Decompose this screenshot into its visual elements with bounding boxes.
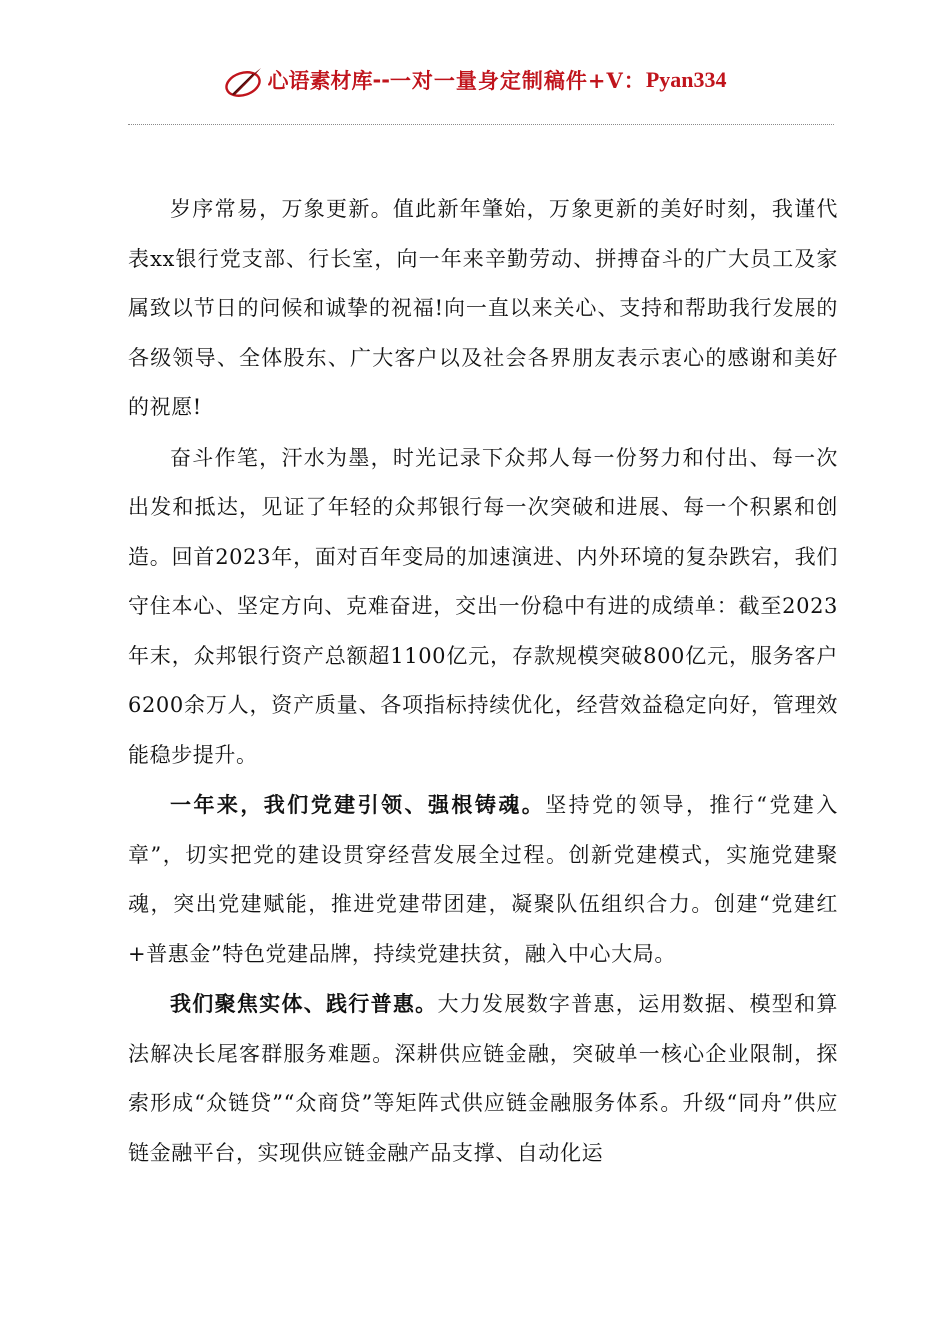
header-separator: -- (372, 68, 390, 92)
paragraph-text: 奋斗作笔，汗水为墨，时光记录下众邦人每一份努力和付出、每一次出发和抵达，见证了年轻的众邦银行每一次突破和进展、每一个积累和创造。回首2023年，面对百年变局的加速演进、内外环境的复杂跌宕，我们守住本心、坚定方向、克难奋进，交出一份稳中有进的成绩单：截至2023年末，众邦银行资产总额超1100亿元，存款规模突破800亿元，服务客户6200余万人，资产质量、各项指标持续优化，经营效益稳定向好，管理效能稳步提升。 (128, 445, 838, 767)
paragraph-text: 大力发展数字普惠，运用数据、模型和算法解决长尾客群服务难题。深耕供应链金融，突破单一核心企业限制，探索形成“众链贷”“众商贷”等矩阵式供应链金融服务体系。升级“同舟”供应链金融平台，实现供应链金融产品支撑、自动化运 (128, 992, 838, 1165)
paragraph-text: 岁序常易，万象更新。值此新年肇始，万象更新的美好时刻，我谨代表xx银行党支部、行长室，向一年来辛勤劳动、拼搏奋斗的广大员工及家属致以节日的问候和诚挚的祝福!向一直以来关心、支持和帮助我行发展的各级领导、全体股东、广大客户以及社会各界朋友表示衷心的感谢和美好的祝愿! (128, 197, 838, 419)
brand-name: 心语素材库 (267, 69, 373, 93)
paragraph-lead: 我们聚焦实体、践行普惠。 (170, 991, 438, 1016)
header-divider (128, 124, 834, 125)
paragraph (128, 979, 838, 1178)
feather-pen-logo-icon (223, 65, 265, 99)
paragraph (128, 433, 838, 781)
document-body (128, 184, 838, 1178)
paragraph-text: 坚持党的领导，推行“党建入章”，切实把党的建设贯穿经营发展全过程。创新党建模式，实施党建聚魂，突出党建赋能，推进党建带团建，凝聚队伍组织合力。创建“党建红+普惠金”特色党建品牌，持续党建扶贫，融入中心大局。 (128, 793, 838, 966)
paragraph (128, 184, 838, 433)
paragraph-lead: 一年来，我们党建引领、强根铸魂。 (170, 792, 546, 817)
paragraph (128, 780, 838, 979)
page-header (0, 58, 950, 102)
header-contact: Pyan334 (645, 67, 727, 92)
header-tagline: 一对一量身定制稿件+V： (389, 68, 646, 93)
